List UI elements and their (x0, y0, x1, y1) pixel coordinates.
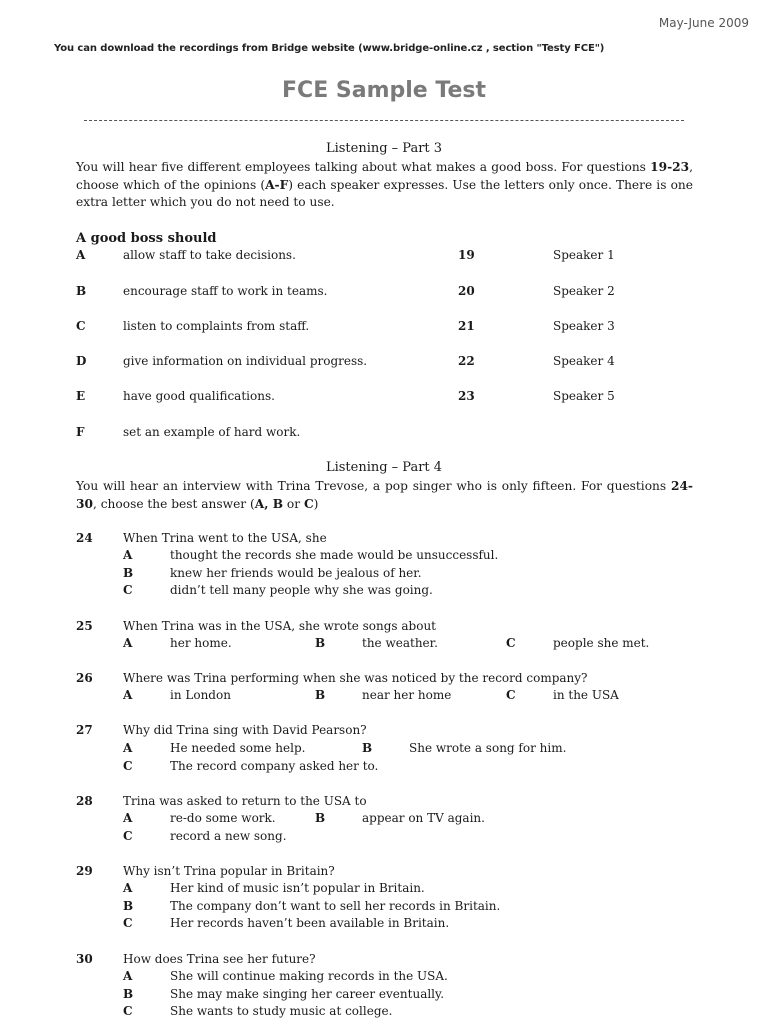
question-stem: How does Trina see her future? (123, 952, 316, 966)
question-number: 19 (458, 248, 475, 262)
question-number: 28 (76, 794, 93, 808)
question-stem: Trina was asked to return to the USA to (123, 794, 367, 808)
question-stem: Where was Trina performing when she was noticed by the record company? (123, 671, 588, 685)
part3-heading: Listening – Part 3 (325, 141, 443, 156)
speaker-label: Speaker 2 (553, 284, 615, 298)
speaker-label: Speaker 4 (553, 354, 615, 368)
question-number: 30 (76, 952, 93, 966)
speaker-label: Speaker 3 (553, 319, 615, 333)
question-stem: Why isn’t Trina popular in Britain? (123, 864, 335, 878)
option-letter: C (76, 319, 86, 333)
part4-instructions: You will hear an interview with Trina Trevose, a pop singer who is only fifteen. For questions 24-30, choose the best answer (A, B or C) (76, 479, 693, 511)
option-row (76, 284, 693, 302)
option-row (76, 248, 693, 266)
option-letter: D (76, 354, 87, 368)
question-number: 21 (458, 319, 475, 333)
option-text: listen to complaints from staff. (123, 319, 310, 333)
option-letter: A (76, 248, 86, 262)
question-number: 20 (458, 284, 475, 298)
question-stem: When Trina went to the USA, she (123, 531, 327, 545)
option-letter: B (76, 284, 87, 298)
question-number: 22 (458, 354, 475, 368)
part4-heading: Listening – Part 4 (325, 460, 443, 475)
option-text: give information on individual progress. (123, 354, 368, 368)
question-number: 26 (76, 671, 93, 685)
option-row (76, 319, 693, 337)
page-title: FCE Sample Test (282, 78, 486, 103)
question-stem: When Trina was in the USA, she wrote songs about (123, 619, 437, 633)
question-number: 25 (76, 619, 93, 633)
part3-instructions: You will hear five different employees talking about what makes a good boss. For questions 19-23, choose which of the opinions (A-F) each speaker expresses. Use the letters only once. There is one extra letter which you do not need to use. (76, 160, 693, 209)
divider (84, 120, 684, 121)
question-number: 24 (76, 531, 93, 545)
option-text: have good qualifications. (123, 389, 275, 403)
question-number: 27 (76, 723, 93, 737)
question-number: 23 (458, 389, 475, 403)
options-heading: A good boss should (76, 231, 217, 246)
option-row (76, 389, 693, 407)
option-text: allow staff to take decisions. (123, 248, 296, 262)
question-number: 29 (76, 864, 93, 878)
date-label: May-June 2009 (658, 16, 749, 30)
speaker-label: Speaker 1 (553, 248, 615, 262)
option-row (76, 425, 693, 443)
option-text: encourage staff to work in teams. (123, 284, 328, 298)
option-row (76, 354, 693, 372)
download-note: You can download the recordings from Bridge website (www.bridge-online.cz , section "Testy FCE") (54, 43, 605, 54)
speaker-label: Speaker 5 (553, 389, 615, 403)
question-stem: Why did Trina sing with David Pearson? (123, 723, 367, 737)
option-text: set an example of hard work. (123, 425, 301, 439)
option-letter: E (76, 389, 86, 403)
option-letter: F (76, 425, 85, 439)
